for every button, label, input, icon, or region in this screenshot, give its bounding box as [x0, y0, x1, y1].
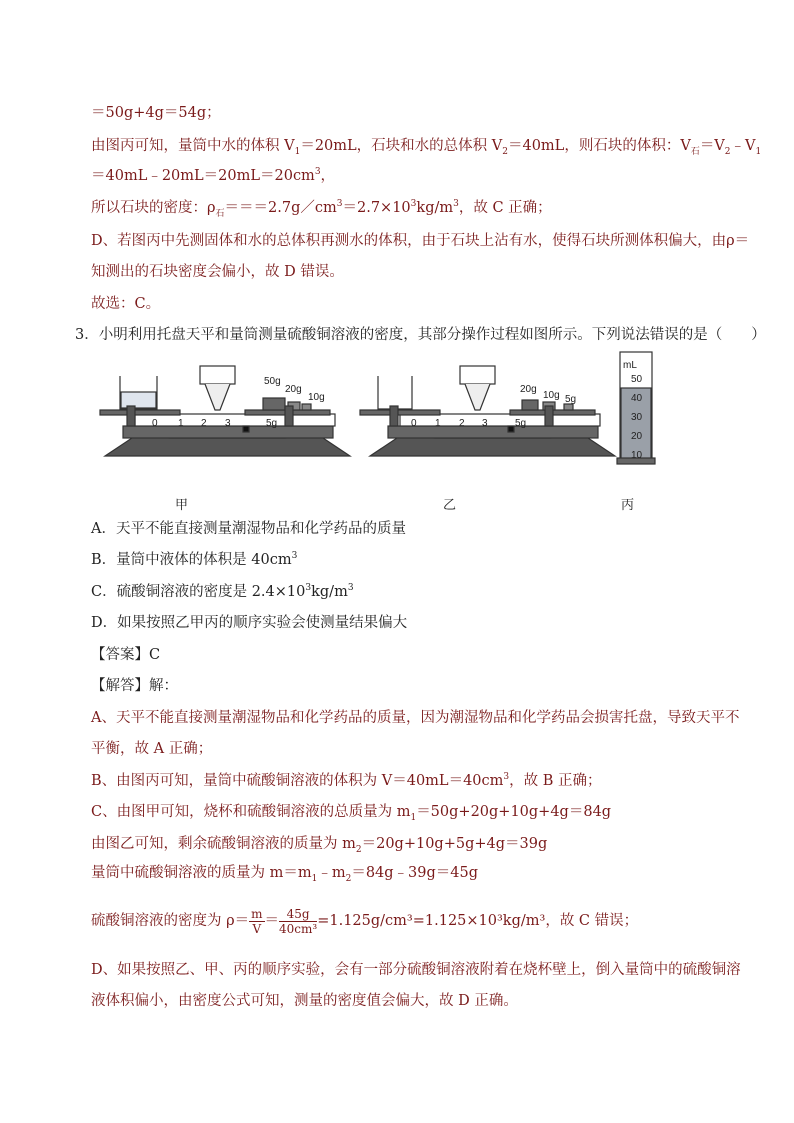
scale-tick: 3 — [225, 418, 231, 429]
rider-label: 5g — [266, 418, 278, 429]
analysis-label: 【解答】解： — [91, 678, 178, 694]
scale-tick: 2 — [459, 418, 465, 429]
analysis-line: B、由图丙可知，量筒中硫酸铜溶液的体积为 $V=40mL=40cm^3$，故 B 正确； — [91, 772, 602, 789]
solution-line: 所以石块的密度：$\rho_石===2.7g/cm^3=2.7\times 10^3kg/m^3$，故 C 正确； — [91, 199, 552, 219]
weight-label: 5g — [565, 394, 577, 405]
answer-label: 【答案】C — [91, 647, 161, 663]
solution-line: 知测出的石块密度会偏小，故 D 错误。 — [91, 264, 344, 280]
analysis-line: 液体积偏小，由密度公式可知，测量的密度值会偏大，故 D 正确。 — [91, 993, 518, 1009]
cylinder-tick: 30 — [631, 412, 643, 423]
option-d: D．如果按照乙甲丙的顺序实验会使测量结果偏大 — [91, 615, 408, 631]
balance-b — [360, 366, 615, 456]
solution-line: 由图丙可知，量筒中水的体积 $V_1=20mL$，石块和水的总体积 $V_2=40mL$，则石块的体积：$V_石=V_2﹣V_1$ — [91, 138, 762, 157]
solution-line: ＝50g+4g＝54g； — [91, 105, 221, 121]
scale-tick: 1 — [435, 418, 441, 429]
weight-label: 50g — [264, 376, 281, 387]
cylinder-tick: 20 — [631, 431, 643, 442]
caption-b: 乙 — [443, 498, 457, 513]
scale-tick: 0 — [152, 418, 158, 429]
question-stem: 3．小明利用托盘天平和量筒测量硫酸铜溶液的密度，其部分操作过程如图所示。下列说法错误的是（ ） — [75, 327, 766, 343]
scale-tick: 2 — [201, 418, 207, 429]
cylinder-tick: 10 — [631, 450, 643, 461]
option-b: B．量筒中液体的体积是 $40cm^3$ — [91, 551, 298, 568]
solution-line: $=40mL﹣20mL=20mL=20cm^3$， — [91, 167, 336, 184]
rider-label: 5g — [515, 418, 527, 429]
option-a: A．天平不能直接测量潮湿物品和化学药品的质量 — [91, 521, 406, 537]
analysis-line: 由图乙可知，剩余硫酸铜溶液的质量为 $m_2=20g+10g+5g+4g=39g$ — [91, 836, 548, 855]
analysis-line: A、天平不能直接测量潮湿物品和化学药品的质量，因为潮湿物品和化学药品会损害托盘，导致天平不 — [91, 710, 740, 726]
cylinder-tick: 40 — [631, 393, 643, 404]
analysis-line: D、如果按照乙、甲、丙的顺序实验，会有一部分硫酸铜溶液附着在烧杯壁上，倒入量筒中的硫酸铜溶 — [91, 962, 741, 978]
analysis-line: 平衡，故 A 正确； — [91, 741, 213, 757]
weight-label: 10g — [308, 392, 325, 403]
cylinder-unit: mL — [623, 360, 637, 371]
balance-figure — [95, 346, 675, 512]
density-formula: 硫酸铜溶液的密度为 ρ＝ $\frac{m}{V}$ ＝ $\frac{45g}{\text{40cm³}}$ =1.125g/cm³=1.125×10³kg/m³，故 C 错误； — [91, 906, 639, 936]
solution-line: 故选：C。 — [91, 296, 161, 312]
caption-a: 甲 — [175, 498, 189, 513]
solution-line: D、若图丙中先测固体和水的总体积再测水的体积，由于石块上沾有水，使得石块所测体积偏大，由ρ＝ — [91, 233, 750, 249]
scale-tick: 0 — [411, 418, 417, 429]
scale-tick: 1 — [178, 418, 184, 429]
option-c: C．硫酸铜溶液的密度是 $2.4\times 10^3kg/m^3$ — [91, 583, 354, 600]
weight-label: 20g — [285, 384, 302, 395]
caption-c: 丙 — [621, 498, 635, 513]
analysis-line: C、由图甲可知，烧杯和硫酸铜溶液的总质量为 $m_1=50g+20g+10g+4g=84g$ — [91, 804, 612, 823]
cylinder-tick: 50 — [631, 374, 643, 385]
weight-label: 20g — [520, 384, 537, 395]
analysis-line: 量筒中硫酸铜溶液的质量为 $m=m_1﹣m_2=84g﹣39g=45g$ — [91, 865, 479, 884]
scale-tick: 3 — [482, 418, 488, 429]
weight-label: 10g — [543, 390, 560, 401]
balance-a — [100, 366, 350, 456]
